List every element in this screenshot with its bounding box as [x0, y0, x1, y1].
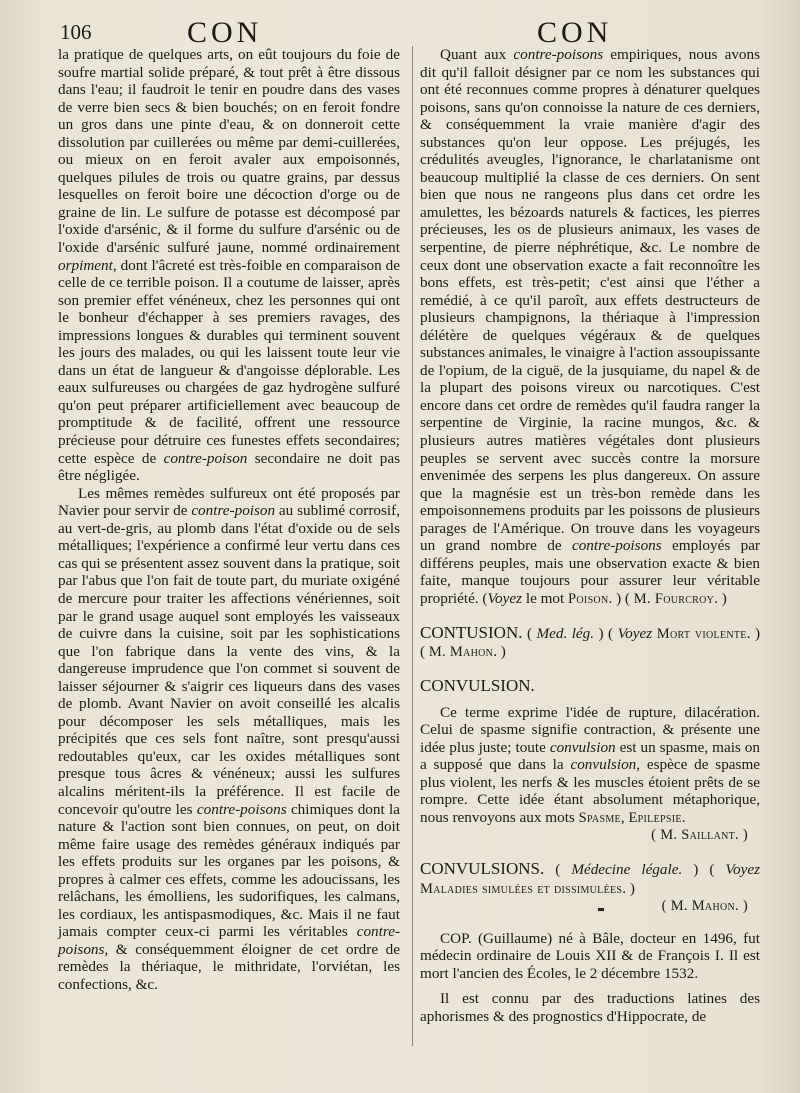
ink-blot: [598, 908, 604, 911]
signature-mahon: ( M. Mahon. ): [661, 898, 748, 915]
left-paragraph-1: la pratique de quelques arts, on eût toujours du foie de soufre martial solide préparé, & tout prêt à être dissous dans l'eau; il faudroit le tenir en poudre dans des vases de verre bien secs & bien bouchés; on en feroit fondre un gros dans une pinte d'eau, & on donneroit cette dissolution par cuillerées ou même par demi-cuillerées, ou mieux on en feroit avaler aux empoisonnés, quelques pilules de trois ou quatre grains, par dessus lesquelles on feroit boire une décoction d'orge ou de graine de lin. Le sulfure de potasse est décomposé par l'oxide d'arsénic, & il forme du sulfure d'arsénic ou de l'oxide d'arsénic sulfuré jaune, nommé ordinairement orpiment, dont l'âcreté est très-foible en comparaison de celle de ce terrible poison. Il a coutume de laisser, après son premier effet vénéneux, chez les personnes qui ont le bonheur d'échapper à ses premiers ravages, des impressions longues & durables qui terminent souvent les jours des malades, ou qui les laissent toute leur vie dans un état de langueur & d'angoisse déplorable. Les eaux sulfureuses ou chargées de gaz hydrogène sulfuré qu'on peut préparer artificiellement avec beaucoup de promptitude & de facilité, offrent une ressource précieuse pour détruire ces funestes effets secondaires; cette espèce de contre-poison secondaire ne doit pas être négligée.: [58, 46, 401, 485]
entry-cop-continued: Il est connu par des traductions latines des aphorismes & des prognostics d'Hippocrate, de: [420, 990, 760, 1025]
entry-contusion: CONTUSION. ( Med. lég. ) ( Voyez Mort violente. ) ( M. Mahon. ): [420, 622, 761, 661]
entry-head-contusion: CONTUSION.: [420, 622, 523, 642]
left-paragraph-2: Les mêmes remèdes sulfureux ont été proposés par Navier pour servir de contre-poison au sublimé corrosif, au vert-de-gris, au plomb dans l'état d'oxide ou de sels métalliques; l'expérience a confirmé leur vertu dans ces cas qui se présentent assez souvent dans la pratique, soit par l'abus que l'on fait de toute part, du muriate oxigéné de mercure pour traiter les affections vénériennes, soit par le grand usage auquel sont employés les vaisseaux de cuivre dans la cuisine, soit par les sophistications que l'on fabrique dans la vente des vins, & la dangereuse imprudence que l'on commet si souvent de laisser séjourner & s'aigrir ces liqueurs dans des vases de plomb. Avant Navier on avoit conseillé les alcalis pour décomposer les sels métalliques, mais les précipités que ces sels font naître, sont presqu'aussi redoutables qu'eux, car les oxides métalliques sont presque tous âcres & vénéneux; aussi les sulfures alcalins méritent-ils la préférence. Il est facile de concevoir qu'outre les contre-poisons chimiques dont la nature & l'action sont bien connues, on peut, on doit même faire usage des remèdes généraux indiqués par les effets produits sur les organes par les poisons, & propres à calmer ces effets, comme les adoucissans, les relâchans, les émolliens, les sudorifiques, les calmans, les cordiaux, les antispasmodiques, &c. Mais il ne faut jamais compter ceux-ci parmi les véritables contre-poisons, & conséquemment éloigner de cet ordre de remèdes la thériaque, le mithridate, l'orviétan, les confections, &c.: [58, 484, 400, 993]
page-number: 106: [60, 20, 92, 44]
entry-cop: COP. (Guillaume) né à Bâle, docteur en 1496, fut médecin ordinaire de Louis XII & de François I. Il est mort l'ancien des Écoles, le 2 décembre 1532.: [420, 929, 760, 982]
running-head-left: CON: [187, 16, 263, 49]
running-head-right: CON: [537, 16, 613, 49]
right-column: [420, 46, 760, 1025]
right-paragraph-contre-poisons: Quant aux contre-poisons empiriques, nous avons dit qu'il falloit désigner par ce nom les substances qui ont été reconnues comme propres à dénaturer quelques poisons, sans qu'on connoisse la nature de ces derniers, & conséquemment la vraie manière d'agir des substances qu'on leur oppose. Les préjugés, les crédulités aveugles, l'ignorance, le charlatanisme ont beaucoup multiplié la classe de ces derniers. On sent bien que nous ne rangeons plus dans cet ordre les amulettes, les bézoards naturels & factices, les pierres précieuses, les os de plusieurs animaux, les vases de serpentine, de pierre néphrétique, &c. Le nombre de ceux dont une observation exacte a fait reconnoître les bons effets, est très-petit; c'est ainsi que l'éther a remédié, à ce qu'il paroît, aux effets destructeurs de plusieurs champignons, la thériaque à l'impression délétère de quelques végéraux & de quelques substances animales, le vinaigre à l'action assoupissante de l'opium, de la ciguë, de la jusquiame, du napel & de la plupart des poisons vireux ou narcotiques. C'est encore dans cet ordre de remèdes qu'il faudra ranger la serpentine de Virginie, la racine mungos, &c. & plusieurs autres matières végétales dont plusieurs peuples se servent avec succès contre la morsure envenimée des serpens les plus dangereux. On assure que la magnésie est un très-bon remède dans les empoisonnemens produits par les poissons de plusieurs parages de l'Amérique. On trouve dans les voyageurs un grand nombre de contre-poisons employés par différens peuples, mais une observation exacte & bien faite, manque toujours pour assurer leur véritable propriété. (Voyez le mot Poison. ) ( M. Fourcroy. ): [420, 46, 761, 607]
page-header: [52, 14, 784, 48]
signature-saillant: ( M. Saillant. ): [651, 827, 748, 844]
entry-head-convulsions: CONVULSIONS.: [420, 858, 545, 878]
left-column: [58, 46, 400, 994]
column-divider: [412, 46, 413, 1046]
entry-convulsions: CONVULSIONS. ( Médecine légale. ) ( Voyez Maladies simulées et dissimulées. ): [420, 858, 761, 897]
entry-head-convulsion: CONVULSION.: [420, 675, 535, 695]
entry-convulsion-text: Ce terme exprime l'idée de rupture, dilacération. Celui de spasme signifie contraction, & présente une idée plus juste; toute convulsion est un spasme, mais on a supposé que dans la convulsion, espèce de spasme plus violent, les nerfs & les muscles étoient prêts de se rompre. Cette idée étant absolument métaphorique, nous renvoyons aux mots Spasme, Epilepsie.: [420, 703, 761, 826]
